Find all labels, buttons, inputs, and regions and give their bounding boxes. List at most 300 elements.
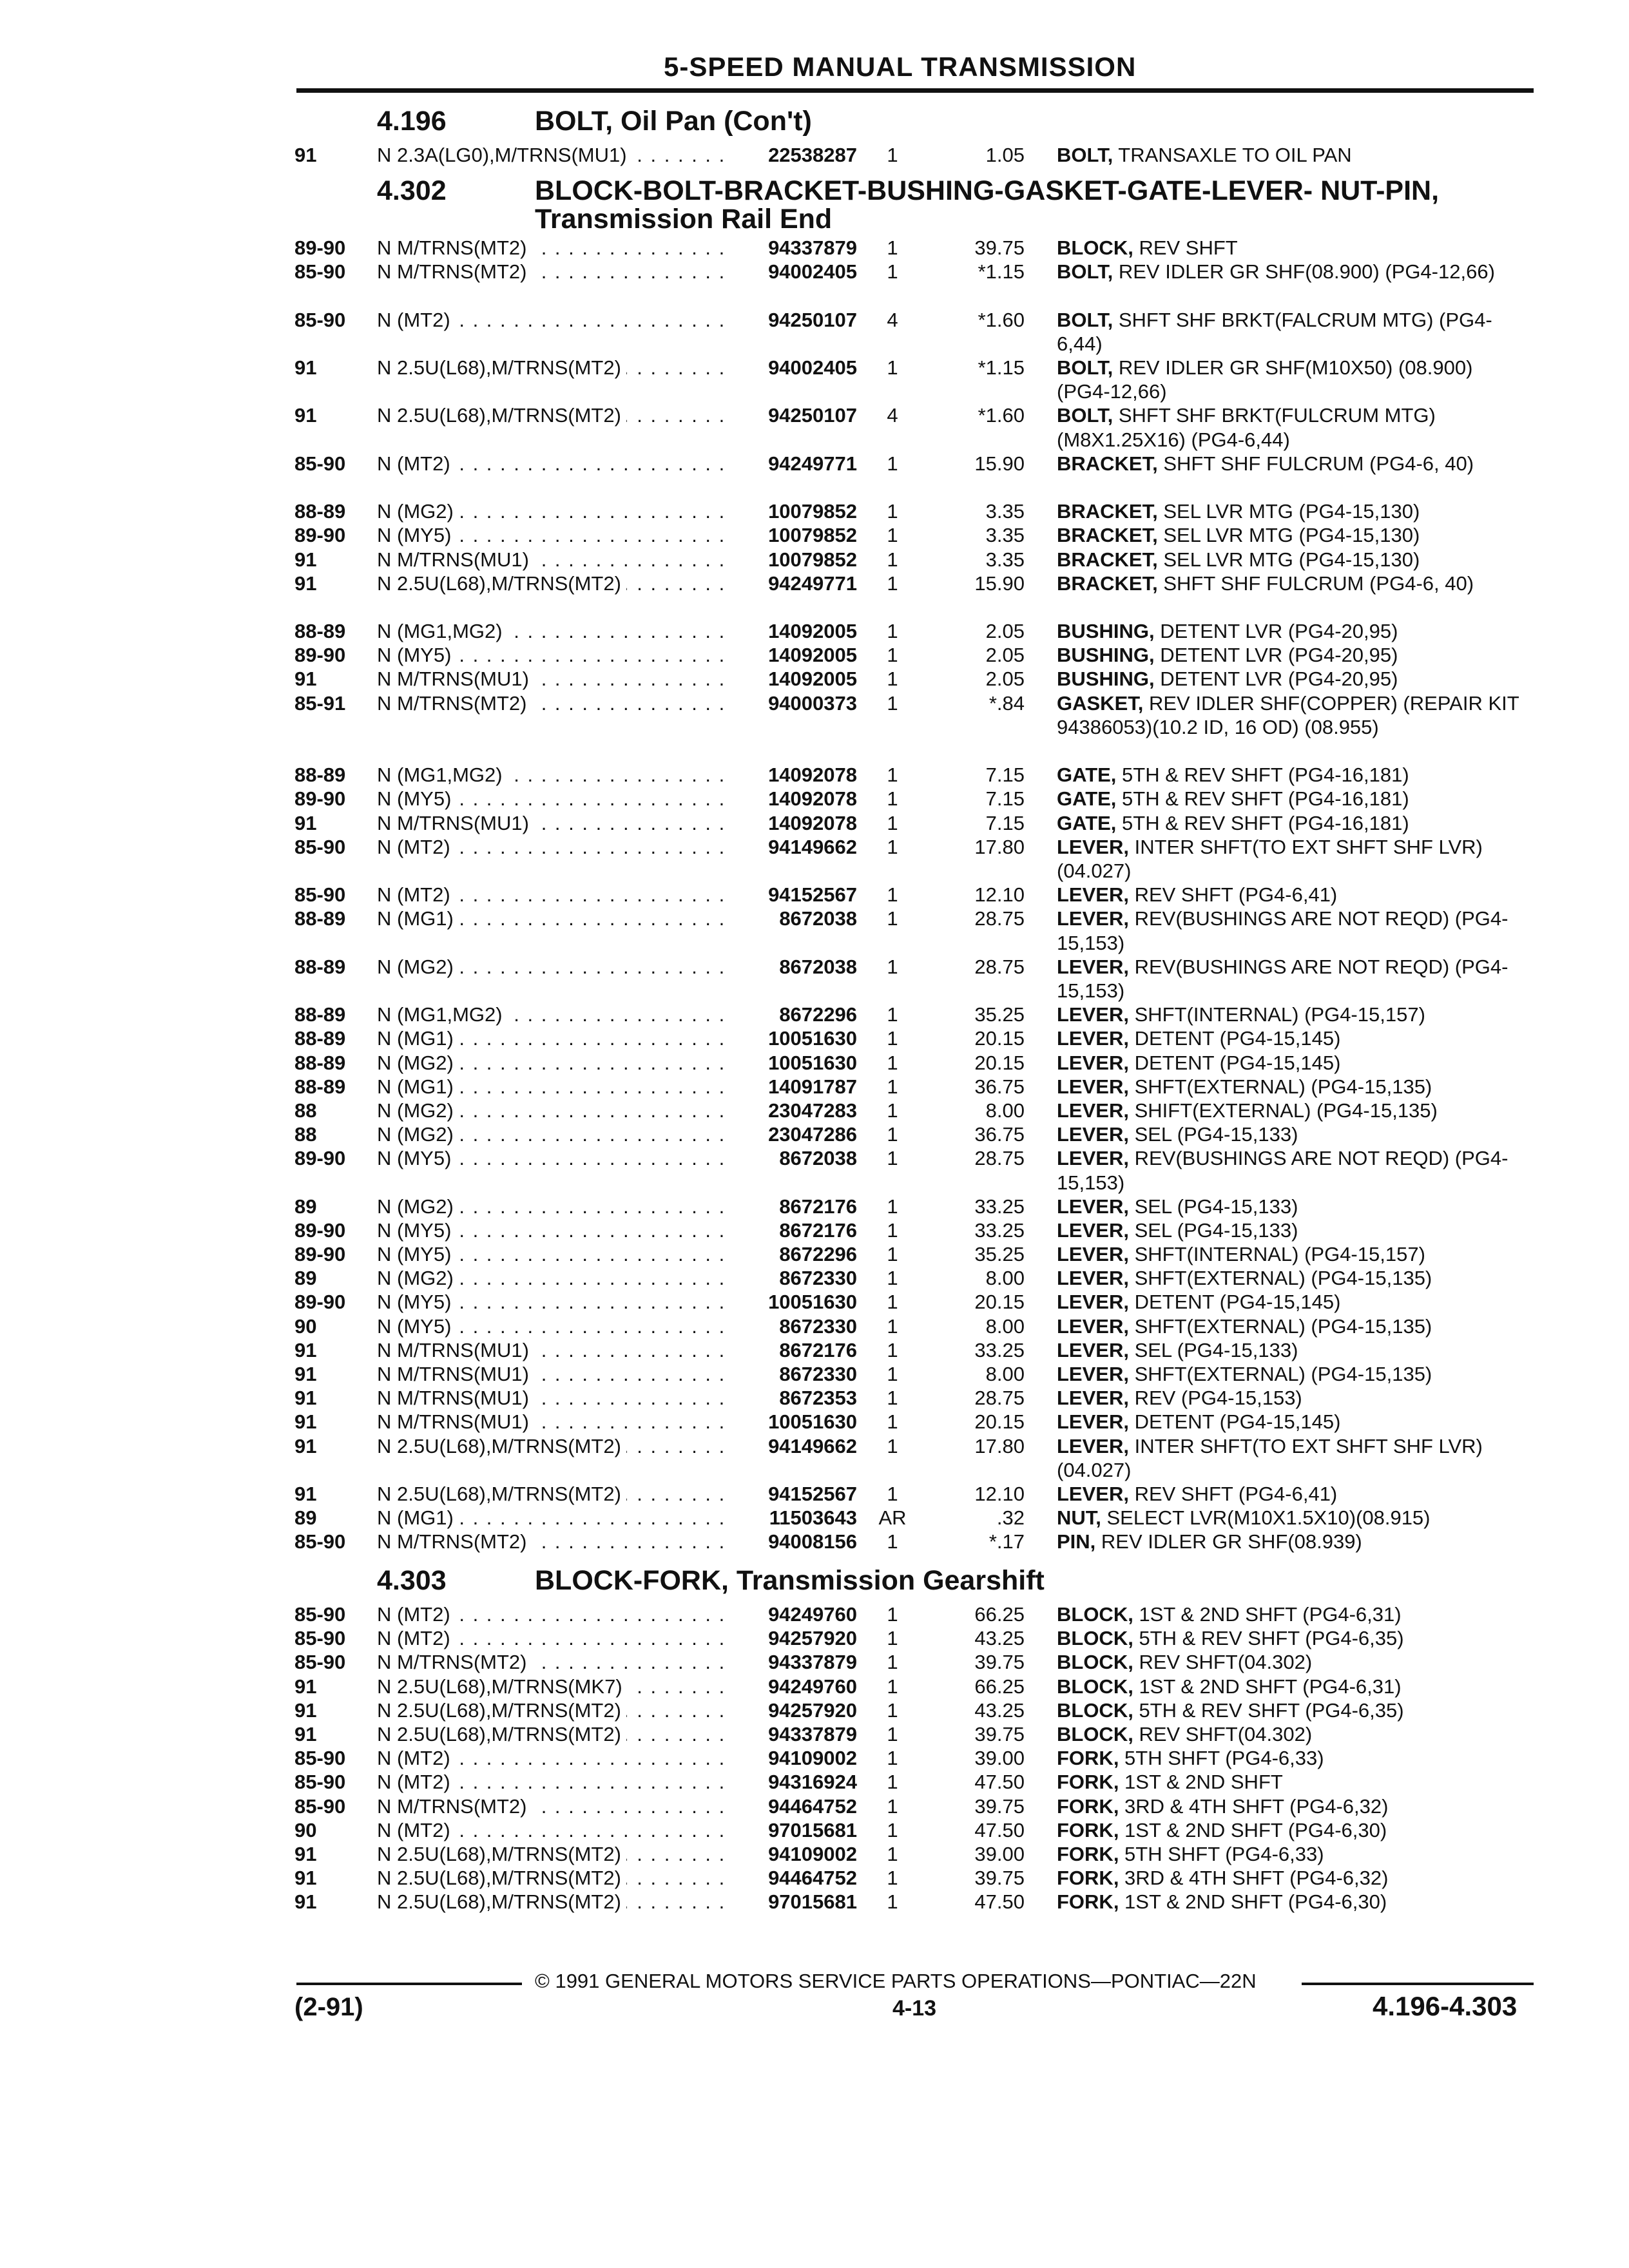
table-row	[0, 1794, 1629, 1818]
quantity: 1	[887, 1410, 898, 1434]
application-text: N (MT2)	[377, 309, 456, 331]
model-year: 91	[294, 668, 317, 691]
price: 47.50	[974, 1890, 1025, 1914]
quantity: 1	[887, 1099, 898, 1122]
description-keyword: LEVER,	[1057, 1099, 1129, 1122]
quantity: 1	[887, 1747, 898, 1770]
price: 12.10	[974, 883, 1025, 907]
application	[377, 883, 725, 907]
model-year: 85-90	[294, 308, 346, 331]
model-year: 89-90	[294, 524, 346, 547]
quantity: 1	[887, 1794, 898, 1818]
price: 20.15	[974, 1027, 1025, 1050]
table-row	[0, 1722, 1629, 1746]
model-year: 88-89	[294, 500, 346, 523]
quantity: 1	[887, 883, 898, 907]
model-year: 85-90	[294, 1771, 346, 1794]
application	[377, 835, 725, 859]
parts-table	[0, 236, 1629, 1554]
quantity: 1	[887, 452, 898, 475]
application	[377, 1866, 725, 1890]
description: BOLT, TRANSAXLE TO OIL PAN	[1057, 144, 1352, 166]
description-keyword: BOLT,	[1057, 260, 1113, 284]
description-keyword: LEVER,	[1057, 1195, 1129, 1218]
description-keyword: BRACKET,	[1057, 572, 1158, 595]
table-row	[0, 499, 1629, 523]
application-text: N 2.5U(L68),M/TRNS(MT2)	[377, 1483, 626, 1505]
description-keyword: GATE,	[1057, 787, 1117, 811]
description-keyword: BRACKET,	[1057, 500, 1158, 523]
application	[377, 1626, 725, 1650]
part-number: 8672038	[779, 955, 857, 978]
quantity: 1	[887, 1771, 898, 1794]
application-text: N (MG2)	[377, 1123, 459, 1146]
page-number: 4-13	[892, 1996, 937, 2021]
price: 33.25	[974, 1338, 1025, 1361]
application	[377, 1482, 725, 1506]
model-year: 89-90	[294, 1147, 346, 1170]
application-text: N M/TRNS(MT2)	[377, 1651, 532, 1673]
part-number: 94249760	[768, 1603, 857, 1626]
description: LEVER, REV (PG4-15,153)	[1057, 1387, 1302, 1410]
table-row	[0, 955, 1629, 1003]
application	[377, 1075, 725, 1099]
table-row	[0, 1650, 1629, 1674]
part-number: 8672353	[779, 1387, 857, 1410]
table-row	[0, 452, 1629, 499]
application	[377, 1410, 725, 1434]
price: *.84	[988, 691, 1025, 715]
part-number: 94152567	[768, 883, 857, 907]
part-number: 94249771	[768, 452, 857, 475]
application	[377, 548, 725, 572]
quantity: 1	[887, 811, 898, 834]
application-text: N (MY5)	[377, 787, 456, 810]
quantity: 1	[887, 1675, 898, 1698]
price: 47.50	[974, 1771, 1025, 1794]
description: BLOCK, 5TH & REV SHFT (PG4-6,35)	[1057, 1698, 1404, 1722]
price: 8.00	[985, 1314, 1025, 1338]
model-year: 85-90	[294, 452, 346, 475]
model-year: 88-89	[294, 1027, 346, 1050]
application-text: N M/TRNS(MT2)	[377, 260, 532, 283]
application	[377, 1434, 725, 1458]
quantity: 1	[887, 1434, 898, 1457]
table-row	[0, 1818, 1629, 1842]
price: 28.75	[974, 907, 1025, 930]
table-row	[0, 811, 1629, 835]
description: LEVER, SEL (PG4-15,133)	[1057, 1195, 1298, 1218]
price: *1.60	[978, 404, 1025, 427]
application	[377, 452, 725, 476]
price: 39.75	[974, 1651, 1025, 1674]
quantity: 1	[887, 236, 898, 259]
application-text: N M/TRNS(MU1)	[377, 548, 534, 571]
application-text: N M/TRNS(MU1)	[377, 1387, 534, 1409]
description-keyword: LEVER,	[1057, 1363, 1129, 1385]
model-year: 91	[294, 1867, 317, 1890]
description-keyword: LEVER,	[1057, 907, 1129, 930]
table-row	[0, 548, 1629, 572]
table-row	[0, 1075, 1629, 1099]
section-range: 4.196-4.303	[1373, 1991, 1518, 2021]
model-year: 89-90	[294, 1291, 346, 1314]
description-keyword: LEVER,	[1057, 1410, 1129, 1434]
description: BLOCK, REV SHFT	[1057, 236, 1238, 259]
description: GASKET, REV IDLER SHF(COPPER) (REPAIR KIT 94386053)(10.2 ID, 16 OD) (08.955)	[1057, 691, 1519, 738]
part-number: 14092078	[768, 764, 857, 787]
application	[377, 1314, 725, 1338]
table-row	[0, 143, 1629, 167]
section-number: 4.302	[377, 175, 447, 206]
part-number: 22538287	[768, 144, 857, 166]
model-year: 85-90	[294, 1627, 346, 1650]
part-number: 94002405	[768, 356, 857, 379]
table-row	[0, 308, 1629, 356]
application-text: N M/TRNS(MT2)	[377, 692, 532, 715]
application	[377, 1195, 725, 1218]
description: FORK, 3RD & 4TH SHFT (PG4-6,32)	[1057, 1794, 1389, 1818]
part-number: 94316924	[768, 1771, 857, 1794]
application	[377, 1746, 725, 1770]
quantity: 1	[887, 1338, 898, 1361]
description-keyword: LEVER,	[1057, 1243, 1129, 1266]
application	[377, 619, 725, 643]
description: FORK, 1ST & 2ND SHFT (PG4-6,30)	[1057, 1890, 1387, 1914]
application	[377, 1818, 725, 1842]
quantity: 1	[887, 1842, 898, 1865]
model-year: 89	[294, 1195, 317, 1218]
description-keyword: FORK,	[1057, 1867, 1119, 1890]
part-number: 8672330	[779, 1363, 857, 1385]
model-year: 91	[294, 1842, 317, 1865]
description-keyword: LEVER,	[1057, 1314, 1129, 1338]
part-number: 8672296	[779, 1003, 857, 1026]
model-year: 91	[294, 404, 317, 427]
description: LEVER, INTER SHFT(TO EXT SHFT SHF LVR)(04.027)	[1057, 1434, 1483, 1481]
application	[377, 572, 725, 595]
section-title: BLOCK-FORK, Transmission Gearshift	[535, 1565, 1045, 1596]
application	[377, 308, 725, 332]
table-row	[0, 787, 1629, 811]
application-text: N (MY5)	[377, 644, 456, 666]
application	[377, 1386, 725, 1410]
quantity: 1	[887, 1243, 898, 1266]
application	[377, 1890, 725, 1914]
description: FORK, 5TH SHFT (PG4-6,33)	[1057, 1842, 1324, 1865]
application-text: N (MG1,MG2)	[377, 764, 508, 786]
model-year: 91	[294, 1387, 317, 1410]
description: LEVER, DETENT (PG4-15,145)	[1057, 1410, 1341, 1434]
model-year: 85-90	[294, 1747, 346, 1770]
table-row	[0, 1410, 1629, 1434]
description-keyword: LEVER,	[1057, 883, 1129, 907]
quantity: 1	[887, 620, 898, 643]
description: BLOCK, 1ST & 2ND SHFT (PG4-6,31)	[1057, 1603, 1402, 1626]
part-number: 94149662	[768, 1434, 857, 1457]
model-year: 85-90	[294, 883, 346, 907]
quantity: 1	[887, 1291, 898, 1314]
price: 12.10	[974, 1482, 1025, 1505]
model-year: 89	[294, 1267, 317, 1290]
quantity: 1	[887, 1530, 898, 1553]
price: .32	[996, 1506, 1025, 1530]
application-text: N (MY5)	[377, 1147, 456, 1169]
part-number: 94337879	[768, 236, 857, 259]
description-keyword: BLOCK,	[1057, 1627, 1133, 1650]
part-number: 94257920	[768, 1627, 857, 1650]
description: GATE, 5TH & REV SHFT (PG4-16,181)	[1057, 787, 1409, 811]
part-number: 10051630	[768, 1027, 857, 1050]
quantity: 1	[887, 955, 898, 978]
application	[377, 1530, 725, 1553]
description-keyword: LEVER,	[1057, 1027, 1129, 1050]
quantity: 1	[887, 260, 898, 284]
part-number: 8672176	[779, 1218, 857, 1242]
application	[377, 1051, 725, 1075]
table-row	[0, 1386, 1629, 1410]
section-subtitle: Transmission Rail End	[535, 204, 833, 235]
part-number: 23047286	[768, 1123, 857, 1146]
application	[377, 499, 725, 523]
application	[377, 1026, 725, 1050]
description: BLOCK, REV SHFT(04.302)	[1057, 1722, 1313, 1745]
table-row	[0, 236, 1629, 260]
description: LEVER, SHFT(INTERNAL) (PG4-15,157)	[1057, 1243, 1425, 1266]
part-number: 8672038	[779, 907, 857, 930]
part-number: 97015681	[768, 1890, 857, 1914]
description-keyword: LEVER,	[1057, 955, 1129, 978]
part-number: 94249771	[768, 572, 857, 595]
description-keyword: LEVER,	[1057, 1482, 1129, 1505]
application-text: N (MG1)	[377, 907, 459, 930]
application	[377, 523, 725, 547]
model-year: 85-90	[294, 260, 346, 284]
description-keyword: BOLT,	[1057, 356, 1113, 379]
application	[377, 907, 725, 930]
application	[377, 1842, 725, 1866]
table-row	[0, 1099, 1629, 1122]
application	[377, 1675, 725, 1698]
application	[377, 260, 725, 284]
part-number: 23047283	[768, 1099, 857, 1122]
description: BRACKET, SEL LVR MTG (PG4-15,130)	[1057, 548, 1420, 571]
table-row	[0, 1266, 1629, 1290]
application-text: N (MG1)	[377, 1075, 459, 1098]
table-row	[0, 356, 1629, 403]
quantity: 1	[887, 1603, 898, 1626]
price: 20.15	[974, 1291, 1025, 1314]
model-year: 90	[294, 1314, 317, 1338]
table-row	[0, 1122, 1629, 1146]
description-keyword: BLOCK,	[1057, 1675, 1133, 1698]
model-year: 88-89	[294, 1051, 346, 1074]
application	[377, 1770, 725, 1794]
price: *1.60	[978, 308, 1025, 331]
quantity: 1	[887, 548, 898, 571]
application-text: N (MT2)	[377, 1747, 456, 1769]
application-text: N (MG1,MG2)	[377, 1003, 508, 1026]
description: LEVER, REV SHFT (PG4-6,41)	[1057, 883, 1338, 907]
application	[377, 1362, 725, 1386]
description-keyword: NUT,	[1057, 1506, 1101, 1530]
model-year: 91	[294, 1722, 317, 1745]
application	[377, 1698, 725, 1722]
description-keyword: LEVER,	[1057, 1003, 1129, 1026]
header-rule	[296, 88, 1534, 93]
application-text: N 2.5U(L68),M/TRNS(MT2)	[377, 1435, 626, 1457]
quantity: 1	[887, 1123, 898, 1146]
application-text: N M/TRNS(MT2)	[377, 1530, 532, 1553]
description: LEVER, DETENT (PG4-15,145)	[1057, 1051, 1341, 1074]
price: 3.35	[985, 524, 1025, 547]
application	[377, 1794, 725, 1818]
model-year: 89-90	[294, 236, 346, 259]
table-row	[0, 667, 1629, 691]
application-text: N (MG2)	[377, 956, 459, 978]
table-row	[0, 883, 1629, 907]
description-keyword: FORK,	[1057, 1747, 1119, 1770]
price: 33.25	[974, 1218, 1025, 1242]
part-number: 8672038	[779, 1147, 857, 1170]
application-text: N M/TRNS(MU1)	[377, 668, 534, 690]
quantity: 1	[887, 1867, 898, 1890]
application-text: N (MG1)	[377, 1027, 459, 1050]
part-number: 8672330	[779, 1267, 857, 1290]
quantity: 1	[887, 524, 898, 547]
footer-copyright: © 1991 GENERAL MOTORS SERVICE PARTS OPERATIONS—PONTIAC—22N	[535, 1970, 1257, 1992]
description-keyword: BRACKET,	[1057, 452, 1158, 475]
description-keyword: BLOCK,	[1057, 1698, 1133, 1722]
model-year: 89	[294, 1506, 317, 1530]
description: BLOCK, 1ST & 2ND SHFT (PG4-6,31)	[1057, 1675, 1402, 1698]
section-number: 4.303	[377, 1565, 447, 1596]
description-keyword: LEVER,	[1057, 1291, 1129, 1314]
application	[377, 643, 725, 667]
application	[377, 691, 725, 715]
model-year: 91	[294, 356, 317, 379]
description: LEVER, DETENT (PG4-15,145)	[1057, 1291, 1341, 1314]
application-text: N M/TRNS(MU1)	[377, 1363, 534, 1385]
price: 17.80	[974, 1434, 1025, 1457]
model-year: 91	[294, 572, 317, 595]
application	[377, 1722, 725, 1746]
model-year: 91	[294, 548, 317, 571]
application-text: N M/TRNS(MT2)	[377, 1795, 532, 1818]
application	[377, 1338, 725, 1362]
quantity: 1	[887, 1387, 898, 1410]
table-row	[0, 1195, 1629, 1218]
price: 43.25	[974, 1627, 1025, 1650]
table-row	[0, 691, 1629, 764]
quantity: 1	[887, 1051, 898, 1074]
price: 2.05	[985, 668, 1025, 691]
quantity: 1	[887, 1890, 898, 1914]
application-text: N 2.5U(L68),M/TRNS(MT2)	[377, 1867, 626, 1889]
application-text: N 2.5U(L68),M/TRNS(MT2)	[377, 356, 626, 379]
section-4-196	[0, 103, 1629, 167]
application-text: N (MG2)	[377, 1052, 459, 1074]
description: BOLT, REV IDLER GR SHF(M10X50) (08.900) (PG4-12,66)	[1057, 356, 1473, 403]
table-row	[0, 523, 1629, 547]
part-number: 94250107	[768, 308, 857, 331]
table-row	[0, 1003, 1629, 1026]
quantity: 1	[887, 835, 898, 858]
part-number: 97015681	[768, 1818, 857, 1841]
description: FORK, 1ST & 2ND SHFT (PG4-6,30)	[1057, 1818, 1387, 1841]
price: 17.80	[974, 835, 1025, 858]
price: 66.25	[974, 1675, 1025, 1698]
quantity: 1	[887, 1651, 898, 1674]
part-number: 14092005	[768, 668, 857, 691]
model-year: 85-91	[294, 691, 346, 715]
model-year: 88-89	[294, 1075, 346, 1098]
table-row	[0, 1746, 1629, 1770]
part-number: 8672330	[779, 1314, 857, 1338]
part-number: 8672296	[779, 1243, 857, 1266]
application-text: N 2.5U(L68),M/TRNS(MK7)	[377, 1675, 628, 1698]
price: 39.75	[974, 236, 1025, 259]
model-year: 91	[294, 1890, 317, 1914]
part-number: 94149662	[768, 835, 857, 858]
description: FORK, 5TH SHFT (PG4-6,33)	[1057, 1747, 1324, 1770]
part-number: 94250107	[768, 404, 857, 427]
quantity: 1	[887, 572, 898, 595]
application	[377, 143, 725, 167]
price: 28.75	[974, 1147, 1025, 1170]
description-keyword: LEVER,	[1057, 1434, 1129, 1457]
description: FORK, 1ST & 2ND SHFT	[1057, 1771, 1283, 1794]
application	[377, 1602, 725, 1626]
description: PIN, REV IDLER GR SHF(08.939)	[1057, 1530, 1362, 1553]
model-year: 85-90	[294, 835, 346, 858]
description: FORK, 3RD & 4TH SHFT (PG4-6,32)	[1057, 1867, 1389, 1890]
price: 36.75	[974, 1075, 1025, 1098]
part-number: 94000373	[768, 691, 857, 715]
footer-rule-right	[1302, 1983, 1534, 1985]
description-keyword: FORK,	[1057, 1818, 1119, 1841]
model-year: 91	[294, 811, 317, 834]
part-number: 14092005	[768, 620, 857, 643]
description-keyword: LEVER,	[1057, 1267, 1129, 1290]
description-keyword: LEVER,	[1057, 1075, 1129, 1098]
application-text: N 2.5U(L68),M/TRNS(MT2)	[377, 572, 626, 595]
part-number: 14091787	[768, 1075, 857, 1098]
application	[377, 1242, 725, 1266]
table-row	[0, 1290, 1629, 1314]
part-number: 94152567	[768, 1482, 857, 1505]
application-text: N M/TRNS(MU1)	[377, 1410, 534, 1433]
price: *.17	[988, 1530, 1025, 1553]
description: BUSHING, DETENT LVR (PG4-20,95)	[1057, 668, 1398, 691]
application-text: N (MG2)	[377, 1195, 459, 1218]
description-keyword: BOLT,	[1057, 404, 1113, 427]
table-row	[0, 1866, 1629, 1890]
description: BOLT, SHFT SHF BRKT(FALCRUM MTG) (PG4-6,44)	[1057, 308, 1492, 355]
part-number: 94257920	[768, 1698, 857, 1722]
table-row	[0, 1626, 1629, 1650]
description: BUSHING, DETENT LVR (PG4-20,95)	[1057, 644, 1398, 667]
table-row	[0, 619, 1629, 643]
part-number: 8672176	[779, 1195, 857, 1218]
price: 28.75	[974, 1387, 1025, 1410]
description: BRACKET, SEL LVR MTG (PG4-15,130)	[1057, 524, 1420, 547]
table-row	[0, 1242, 1629, 1266]
description-keyword: GATE,	[1057, 764, 1117, 787]
application-text: N (MG2)	[377, 1099, 459, 1122]
description-keyword: BOLT,	[1057, 308, 1113, 331]
application-text: N (MT2)	[377, 836, 456, 858]
